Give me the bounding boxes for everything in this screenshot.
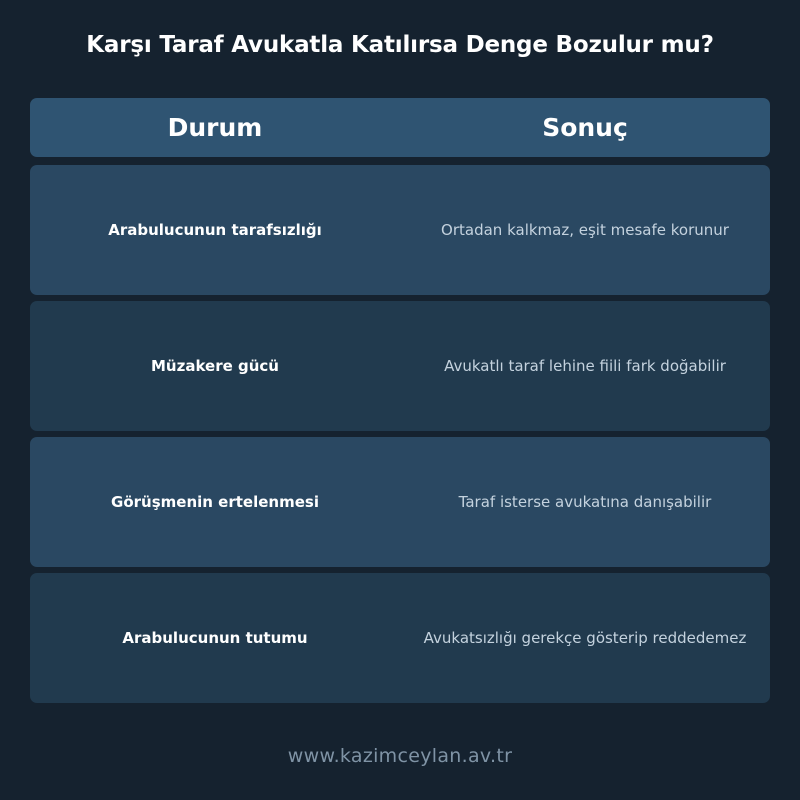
row-durum: Arabulucunun tutumu — [122, 629, 308, 647]
row-durum: Müzakere gücü — [151, 357, 279, 375]
page-title: Karşı Taraf Avukatla Katılırsa Denge Bozulur mu? — [86, 32, 714, 58]
table-row — [30, 301, 770, 431]
table-row — [30, 437, 770, 567]
row-durum: Arabulucunun tarafsızlığı — [108, 221, 322, 239]
comparison-table — [30, 98, 770, 709]
table-row — [30, 165, 770, 295]
header-sonuc: Sonuç — [542, 113, 628, 142]
header-durum: Durum — [167, 113, 263, 142]
row-sonuc: Taraf isterse avukatına danışabilir — [458, 493, 712, 511]
table-header — [30, 98, 770, 157]
table-row — [30, 573, 770, 703]
row-sonuc: Avukatsızlığı gerekçe gösterip reddedemez — [423, 629, 747, 647]
row-sonuc: Avukatlı taraf lehine fiili fark doğabilir — [444, 357, 726, 375]
footer-website: www.kazimceylan.av.tr — [287, 745, 513, 767]
row-sonuc: Ortadan kalkmaz, eşit mesafe korunur — [441, 221, 729, 239]
row-durum: Görüşmenin ertelenmesi — [111, 493, 319, 511]
